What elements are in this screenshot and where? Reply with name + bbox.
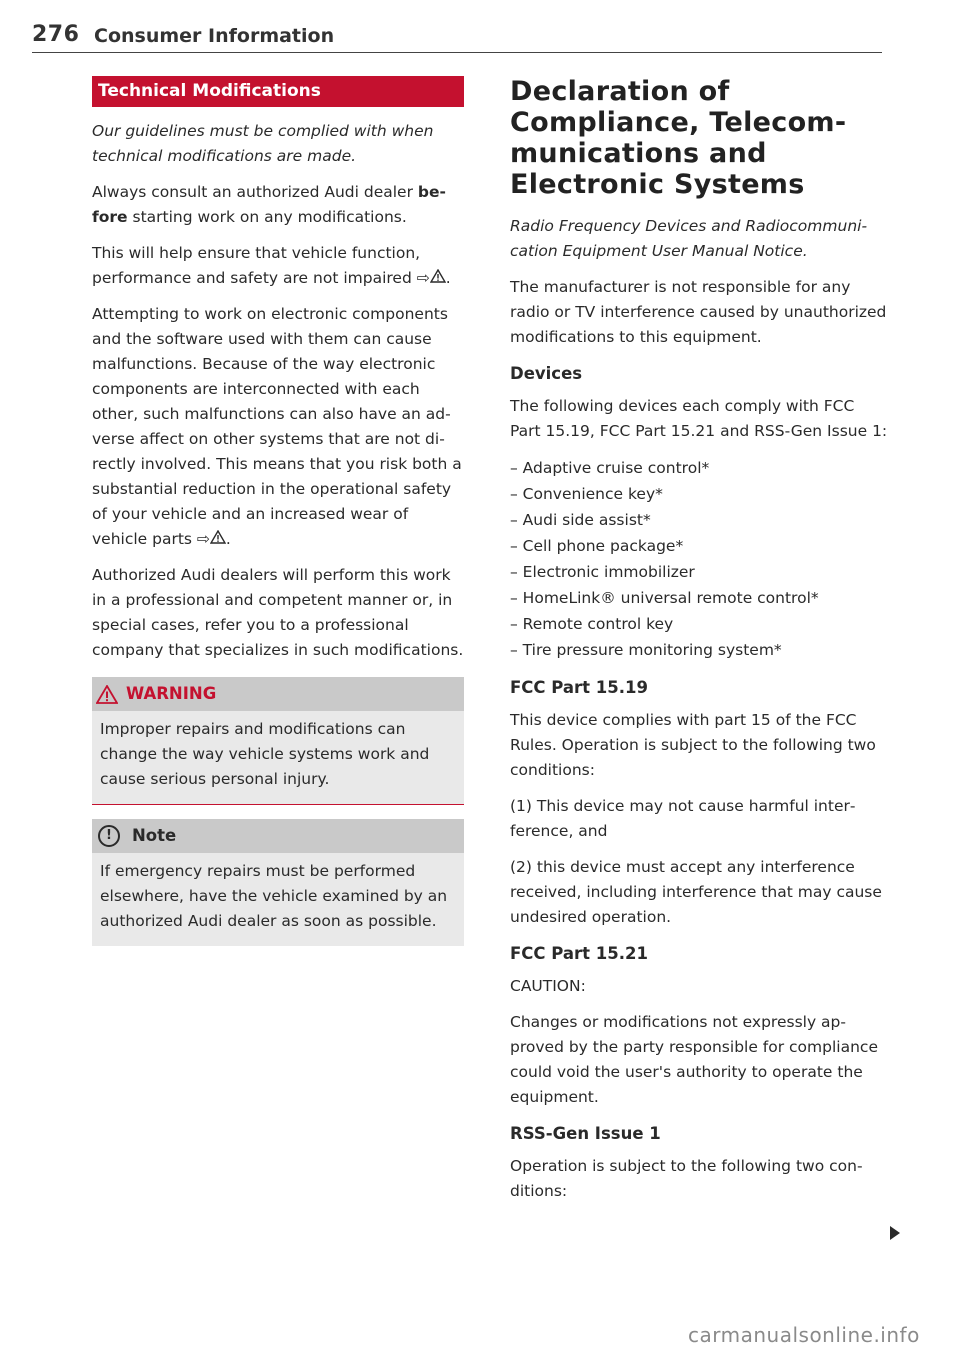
- devices-intro: The following devices each comply with FCC Part 15.19, FCC Part 15.21 and RSS-Gen Issue 1:: [510, 397, 888, 440]
- note-box: [92, 819, 464, 946]
- fcc-1521-text: Changes or modifications not expressly approved by the party responsible for compliance could void the user's authority to operate the equipment.: [510, 1013, 878, 1106]
- warning-box: [92, 677, 464, 805]
- rss-gen-heading: RSS-Gen Issue 1: [510, 1124, 661, 1143]
- list-item: – HomeLink® universal remote control*: [510, 589, 819, 607]
- fcc-1521-caution: CAUTION:: [510, 977, 586, 995]
- paragraph-consult: Always consult an authorized Audi dealer before starting work on any modifications.: [92, 183, 446, 226]
- continue-arrow-icon: [888, 1224, 902, 1246]
- fcc-1519-condition-2: (2) this device must accept any interference received, including interference that may cause undesired operation.: [510, 858, 882, 926]
- info-icon: !: [98, 825, 120, 847]
- page-header: [32, 18, 882, 53]
- devices-heading: Devices: [510, 364, 583, 383]
- list-item: – Cell phone package*: [510, 537, 684, 555]
- fcc-1519-condition-1: (1) This device may not cause harmful interference, and: [510, 797, 856, 840]
- note-label: Note: [132, 826, 177, 845]
- note-text: If emergency repairs must be performed elsewhere, have the vehicle examined by an authorized Audi dealer as soon as possible.: [100, 862, 448, 930]
- declaration-intro: Radio Frequency Devices and Radiocommunication Equipment User Manual Notice.: [510, 217, 868, 260]
- list-item: – Convenience key*: [510, 485, 663, 503]
- warning-label: WARNING: [126, 684, 217, 703]
- warning-triangle-icon: [210, 527, 226, 552]
- fcc-1519-text: This device complies with part 15 of the FCC Rules. Operation is subject to the following two conditions:: [510, 711, 876, 779]
- fcc-1521-heading: FCC Part 15.21: [510, 944, 648, 963]
- intro-text: Our guidelines must be complied with when technical modifications are made.: [92, 122, 434, 165]
- list-item: – Electronic immobilizer: [510, 563, 695, 581]
- warning-text: Improper repairs and modifications can change the way vehicle systems work and cause serious personal injury.: [100, 720, 430, 788]
- right-column: [510, 76, 888, 1215]
- list-item: – Audi side assist*: [510, 511, 651, 529]
- devices-list: [510, 455, 888, 663]
- page-number: 276: [32, 22, 80, 47]
- rss-gen-text: Operation is subject to the following two conditions:: [510, 1157, 863, 1200]
- list-item: – Remote control key: [510, 615, 674, 633]
- warning-header: [92, 677, 464, 711]
- note-header: [92, 819, 464, 853]
- fcc-1519-heading: FCC Part 15.19: [510, 678, 648, 697]
- declaration-title: Declaration of Compliance, Telecommunications and Electronic Systems: [510, 76, 847, 200]
- paragraph-function: This will help ensure that vehicle function, performance and safety are not impaired ⇨ .: [92, 241, 464, 291]
- left-column: [92, 76, 464, 958]
- paragraph-electronic: Attempting to work on electronic components and the software used with them can cause malfunctions. Because of the way electronic components are interconnected with each other, such malfunctions can also have an adverse affect on other systems that are not directly involved. This means that you risk both a substantial reduction in the operational safety of your vehicle and an increased wear of vehicle parts ⇨ .: [92, 302, 464, 552]
- section-title: Consumer Information: [94, 25, 335, 47]
- manufacturer-paragraph: The manufacturer is not responsible for any radio or TV interference caused by unauthorized modifications to this equipment.: [510, 278, 887, 346]
- list-item: – Adaptive cruise control*: [510, 459, 710, 477]
- paragraph-dealers: Authorized Audi dealers will perform this work in a professional and competent manner or, in special cases, refer you to a professional company that specializes in such modifications.: [92, 566, 464, 659]
- warning-triangle-icon: [430, 266, 446, 291]
- warning-icon: [96, 685, 118, 704]
- list-item: – Tire pressure monitoring system*: [510, 641, 782, 659]
- watermark: carmanualsonline.info: [688, 1323, 920, 1347]
- technical-modifications-heading: Technical Modifications: [92, 76, 464, 107]
